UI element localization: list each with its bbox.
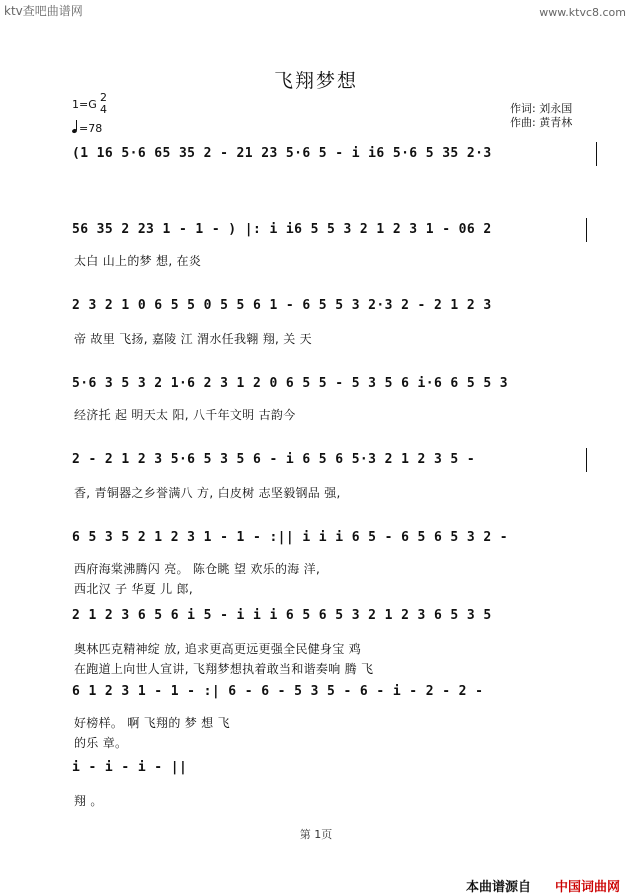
notation-line-1: (1 16 5·6 65 35 2 - 21 23 5·6 5 - i i6 5·6 5 35 2·3 — [72, 146, 492, 161]
lyric-line-3a: 帝 故里 飞扬, 嘉陵 江 渭水任我翱 翔, 关 天 — [74, 332, 312, 346]
tempo-value: =78 — [79, 122, 103, 135]
notation-line-3: 2 3 2 1 0 6 5 5 0 5 5 6 1 - 6 5 5 3 2·3 2 - 2 1 2 3 — [72, 298, 492, 313]
notation-line-9: i - i - i - || — [72, 760, 188, 775]
time-top: 2 — [100, 91, 107, 104]
barline — [586, 448, 587, 472]
composer-credit: 作曲: 黄青林 — [510, 116, 573, 129]
lyric-line-9a: 翔 。 — [74, 794, 103, 808]
lyric-line-5a: 香, 青铜器之乡誉满八 方, 白皮树 志坚毅钢品 强, — [74, 486, 341, 500]
page-number: 第 1页 — [299, 828, 333, 841]
lyric-line-4a: 经济托 起 明天太 阳, 八千年文明 古韵今 — [74, 408, 296, 422]
key-signature: 1=G — [72, 98, 97, 111]
lyric-line-8b: 的乐 章。 — [74, 736, 128, 750]
notation-line-7: 2 1 2 3 6 5 6 i 5 - i i i 6 5 6 5 3 2 1 2 3 6 5 3 5 — [72, 608, 492, 623]
watermark-right: www.ktvc8.com — [539, 6, 626, 19]
note-stem-icon — [76, 120, 77, 130]
source-site: 中国词曲网 — [555, 880, 621, 895]
notation-line-5: 2 - 2 1 2 3 5·6 5 3 5 6 - i 6 5 6 5·3 2 1 2 3 5 - — [72, 452, 476, 467]
time-bottom: 4 — [100, 103, 107, 116]
barline — [596, 142, 597, 166]
lyric-line-6b: 西北汉 子 华夏 儿 郎, — [74, 582, 193, 596]
watermark-left: ktv查吧曲谱网 — [4, 4, 83, 18]
lyric-line-8a: 好榜样。 啊 飞翔的 梦 想 飞 — [74, 716, 230, 730]
lyricist-credit: 作词: 刘永国 — [510, 102, 573, 115]
barline — [586, 218, 587, 242]
song-title: 飞翔梦想 — [273, 70, 358, 92]
lyric-line-2a: 太白 山上的梦 想, 在炎 — [74, 254, 202, 268]
notation-line-2: 56 35 2 23 1 - 1 - ) |: i i6 5 5 3 2 1 2 3 1 - 06 2 — [72, 222, 492, 237]
lyric-line-6a: 西府海棠沸腾闪 亮。 陈仓眺 望 欢乐的海 洋, — [74, 562, 321, 576]
lyric-line-7b: 在跑道上向世人宣讲, 飞翔梦想执着敢当和谐奏响 腾 飞 — [74, 662, 374, 676]
notation-line-4: 5·6 3 5 3 2 1·6 2 3 1 2 0 6 5 5 - 5 3 5 6 i·6 6 5 5 3 — [72, 376, 509, 391]
time-signature — [100, 92, 107, 116]
notation-line-6: 6 5 3 5 2 1 2 3 1 - 1 - :|| i i i 6 5 - 6 5 6 5 3 2 - — [72, 530, 509, 545]
tempo-marking — [72, 122, 102, 135]
notation-line-8: 6 1 2 3 1 - 1 - :| 6 - 6 - 5 3 5 - 6 - i - 2 - 2 - — [72, 684, 484, 699]
source-prefix: 本曲谱源自 — [466, 880, 532, 895]
lyric-line-7a: 奥林匹克精神绽 放, 追求更高更远更强全民健身宝 鸡 — [74, 642, 362, 656]
